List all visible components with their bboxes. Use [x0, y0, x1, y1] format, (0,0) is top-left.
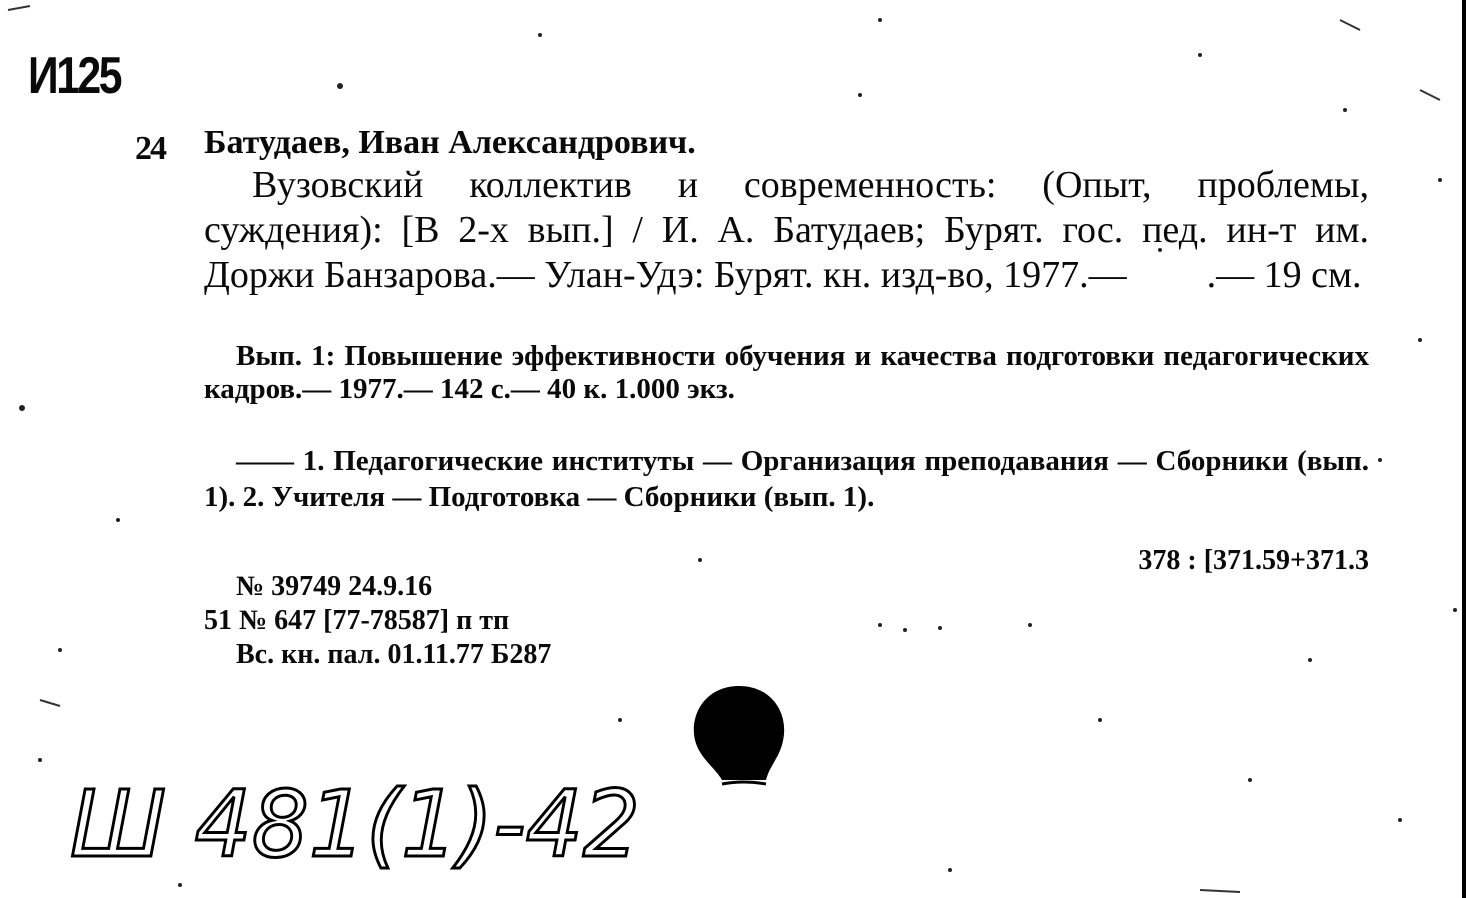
subject-headings-text: —— 1. Педагогические институты — Организация преподавания — Сборники (вып. 1). 2. Учителя — Подготовка — Сборники (вып. 1).	[204, 445, 1369, 513]
shelf-mark-sub: 24	[135, 130, 165, 167]
title-description	[204, 163, 1369, 298]
handwritten-call-number-text: Ш 481(1)-42	[70, 771, 640, 878]
shelf-mark: И125	[28, 47, 120, 105]
subject-headings	[204, 443, 1369, 515]
punch-hole	[692, 684, 786, 786]
meta-line: Вс. кн. пал. 01.11.77 Б287	[236, 639, 552, 670]
title-line: Вузовский коллектив и современность: (Опыт, проблемы, суждения): [В 2-х вып.] / И. А. Батудаев; Бурят. гос. пед. ин-т им. Доржи Банзарова.— Улан-Удэ: Бурят. кн. изд-во,	[204, 164, 1369, 296]
author-heading: Батудаев, Иван Александрович.	[204, 124, 696, 161]
year-start: 1977.—	[1003, 254, 1127, 296]
registration-block	[204, 570, 551, 672]
meta-line: № 39749 24.9.16	[236, 571, 433, 602]
volume-note	[204, 340, 1369, 406]
meta-line: 51 № 647 [77-78587] п тп	[204, 605, 510, 636]
udc-code: 378 : [371.59+371.3	[1138, 545, 1369, 576]
year-end: .— 19 см.	[1206, 254, 1362, 296]
card-edge	[1462, 0, 1466, 898]
handwritten-call-number	[70, 770, 650, 880]
volume-note-text: Вып. 1: Повышение эффективности обучения и качества подготовки педагогических кадров.— 1977.— 142 с.— 40 к. 1.000 экз.	[204, 340, 1369, 405]
